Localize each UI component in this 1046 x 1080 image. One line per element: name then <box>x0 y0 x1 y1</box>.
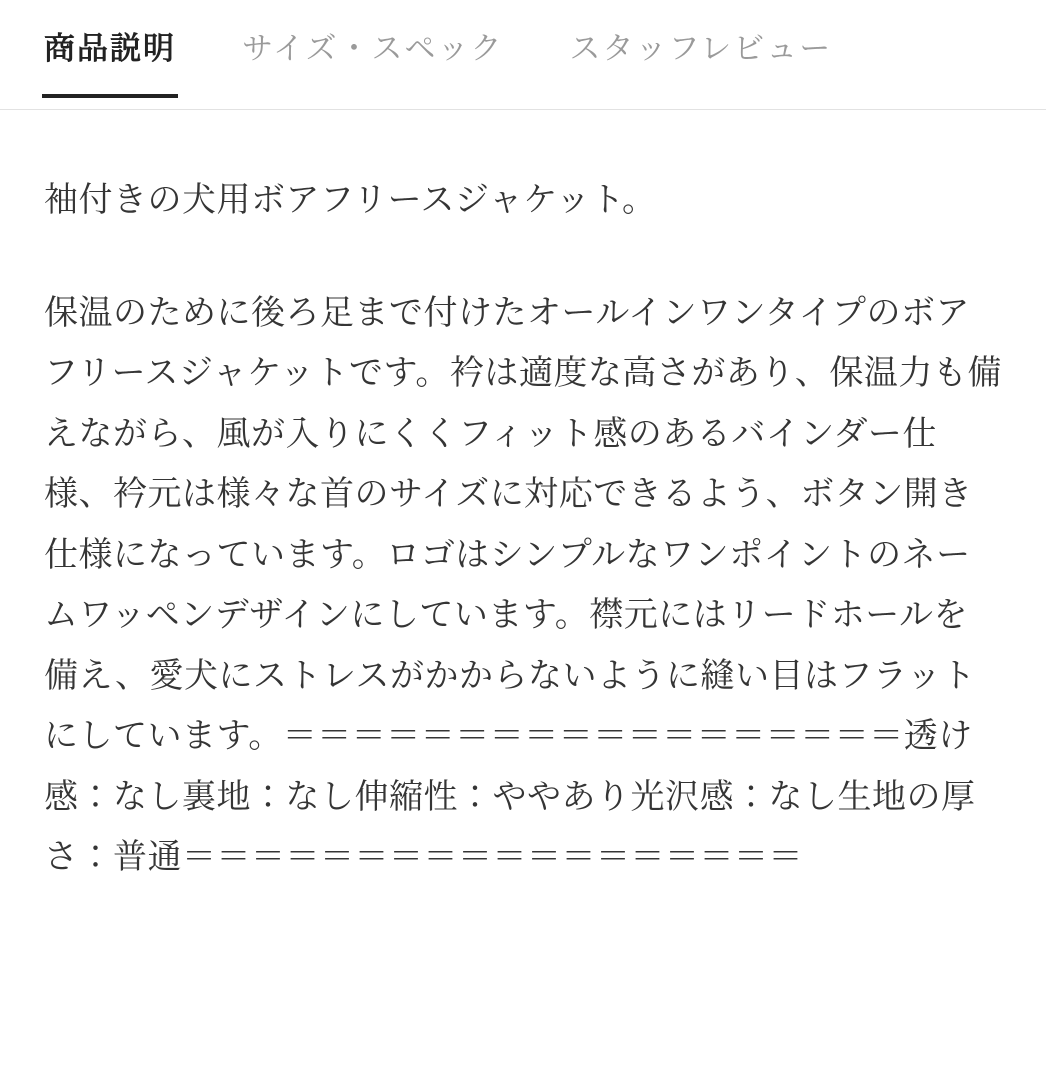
tab-product-description[interactable] <box>44 0 176 64</box>
description-content <box>0 110 1046 888</box>
product-tabs <box>0 0 1046 110</box>
description-lead: 袖付きの犬用ボアフリースジャケット。 <box>44 181 657 219</box>
tab-staff-review[interactable] <box>570 0 833 64</box>
tab-staff-review-label: スタッフレビュー <box>569 31 833 66</box>
tab-product-description-label: 商品説明 <box>44 31 176 66</box>
tab-size-spec[interactable] <box>242 0 504 64</box>
description-body: 保温のために後ろ足まで付けたオールインワンタイプのボアフリースジャケットです。衿は適度な高さがあり、保温力も備えながら、風が入りにくくフィット感のあるバインダー仕様、衿元は様々な首のサイズに対応できるよう、ボタン開き仕様になっています。ロゴはシンプルなワンポイントのネームワッペンデザインにしています。襟元にはリードホールを備え、愛犬にストレスがかからないように縫い目はフラットにしています。＝＝＝＝＝＝＝＝＝＝＝＝＝＝＝＝＝＝透け感：なし裏地：なし伸縮性：ややあり光沢感：なし生地の厚さ：普通＝＝＝＝＝＝＝＝＝＝＝＝＝＝＝＝＝＝ <box>44 293 1002 877</box>
tab-size-spec-label: サイズ・スペック <box>242 31 504 66</box>
